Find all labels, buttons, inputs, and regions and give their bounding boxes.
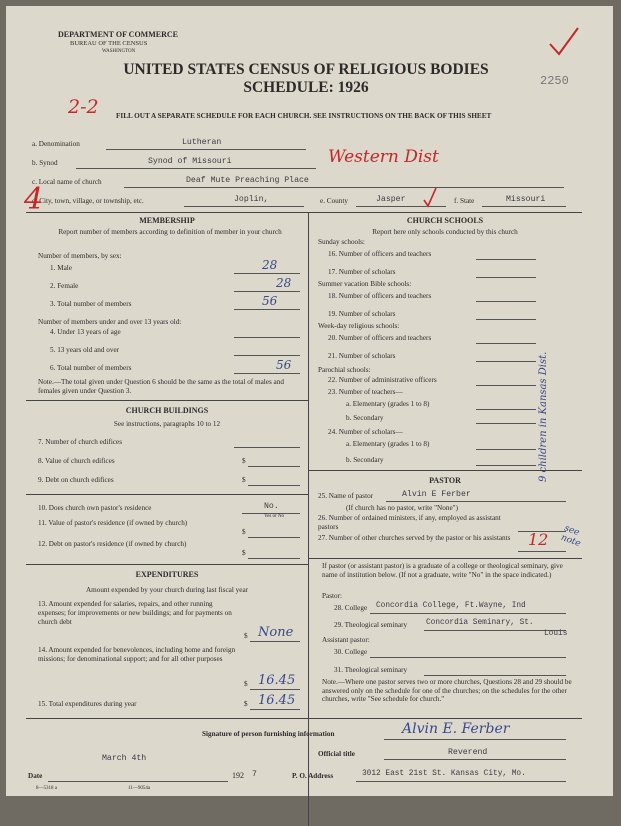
- q16-label: 16. Number of officers and teachers: [328, 250, 432, 258]
- q18-label: 18. Number of officers and teachers: [328, 292, 432, 300]
- instruction-line: FILL OUT A SEPARATE SCHEDULE FOR EACH CHURCH. SEE INSTRUCTIONS ON THE BACK OF THIS SHEET: [116, 112, 492, 120]
- q31-line: [424, 675, 566, 676]
- age-intro-label: Number of members under and over 13 years old:: [38, 318, 182, 326]
- q17-label: 17. Number of scholars: [328, 268, 396, 276]
- signature-label: Signature of person furnishing information: [202, 730, 335, 738]
- pastor-title: PASTOR: [429, 476, 461, 485]
- expenditures-title: EXPENDITURES: [135, 570, 199, 579]
- q13-value[interactable]: None: [258, 625, 294, 640]
- q9-dollar: $: [242, 476, 246, 484]
- q15-label: 15. Total expenditures during year: [38, 700, 137, 708]
- q23a-line: [476, 409, 536, 410]
- census-schedule-sheet: [6, 6, 613, 796]
- q26-label: 26. Number of ordained ministers, if any, employed as assistant pastors: [318, 514, 501, 531]
- weekday-label: Week-day religious schools:: [318, 322, 400, 330]
- q14-line: [250, 689, 300, 690]
- margin-mark: 4: [24, 182, 44, 217]
- q23b-label: b. Secondary: [346, 414, 384, 422]
- official-title-label: Official title: [318, 750, 355, 758]
- q25-line: [386, 501, 566, 502]
- q22-line: [476, 385, 536, 386]
- college-intro: If pastor (or assistant pastor) is a graduate of a college or theological seminary, give name of institution below. (If not a graduate, write "No" in the space indicated.): [322, 562, 563, 579]
- q3-line: [234, 309, 300, 310]
- denomination-value[interactable]: Lutheran: [182, 138, 222, 147]
- q28-value[interactable]: Concordia College, Ft.Wayne, Ind: [376, 602, 526, 610]
- denomination-line: [106, 149, 306, 150]
- address-line: [356, 781, 566, 782]
- q21-label: 21. Number of scholars: [328, 352, 396, 360]
- q19-line: [476, 319, 536, 320]
- q10-hint: Yes or No: [264, 514, 285, 519]
- q29-label: 29. Theological seminary: [334, 621, 408, 629]
- signature: Alvin E. Ferber: [402, 721, 510, 737]
- synod-line: [76, 168, 316, 169]
- schools-intro: Report here only schools conducted by this church: [372, 228, 518, 236]
- q1-line: [234, 273, 300, 274]
- q29-value[interactable]: Concordia Seminary, St.: [426, 619, 534, 627]
- membership-note: Note.—The total given under Question 6 should be the same as the total of males and females given under Question 3.: [38, 378, 284, 395]
- date-value[interactable]: March 4th: [102, 754, 147, 763]
- q28-label: 28. College: [334, 604, 368, 612]
- q23-label: 23. Number of teachers—: [328, 388, 403, 396]
- q15-value[interactable]: 16.45: [258, 693, 296, 708]
- pastor-note: Note.—Where one pastor serves two or more churches, Questions 28 and 29 should be answered only on the schedule for one of the churches; on the schedules for the other churches, write "See schedule for church.": [322, 678, 572, 703]
- q24b-label: b. Secondary: [346, 456, 384, 464]
- schools-title: CHURCH SCHOOLS: [406, 216, 484, 225]
- q5-line: [234, 355, 300, 356]
- date-line: [48, 781, 228, 782]
- q14-value[interactable]: 16.45: [258, 673, 296, 688]
- q29-value-continued[interactable]: Louis: [544, 630, 568, 638]
- buildings-divider: [26, 400, 308, 401]
- synod-district-note: Western Dist: [328, 147, 439, 167]
- schools-side-note: 9 children in Kansas Dist.: [538, 351, 549, 482]
- q14-dollar: $: [244, 680, 248, 688]
- sunday-label: Sunday schools:: [318, 238, 365, 246]
- year-prefix: 192: [232, 771, 244, 780]
- signature-line: [384, 739, 566, 740]
- q7-label: 7. Number of church edifices: [38, 438, 123, 446]
- parochial-label: Parochial schools:: [318, 366, 371, 374]
- state-value[interactable]: Missouri: [506, 195, 546, 204]
- q20-line: [476, 343, 536, 344]
- q5-label: 5. 13 years old and over: [50, 346, 120, 354]
- county-check-icon: [422, 186, 438, 208]
- q25-label: 25. Name of pastor: [318, 492, 374, 500]
- q4-label: 4. Under 13 years of age: [50, 328, 121, 336]
- county-label: e. County: [320, 197, 348, 205]
- q27-line: [518, 551, 566, 552]
- q31-label: 31. Theological seminary: [334, 666, 408, 674]
- q21-line: [476, 361, 536, 362]
- city-field-label: d. City, town, village, or township, etc.: [32, 197, 144, 205]
- q6-label: 6. Total number of members: [50, 364, 132, 372]
- q3-value[interactable]: 56: [262, 294, 278, 308]
- city-value[interactable]: Joplin,: [234, 195, 269, 204]
- q2-value[interactable]: 28: [276, 276, 292, 290]
- year-digit[interactable]: 7: [252, 770, 257, 779]
- q12-label: 12. Debt on pastor's residence (if owned by church): [38, 540, 187, 548]
- print-code: 11—9054a: [128, 786, 151, 791]
- q1-value[interactable]: 28: [262, 258, 278, 272]
- q24-label: 24. Number of scholars—: [328, 428, 403, 436]
- q6-line: [234, 373, 300, 374]
- q17-line: [476, 277, 536, 278]
- church-name-value[interactable]: Deaf Mute Preaching Place: [186, 176, 309, 185]
- stamp-number: 2250: [540, 74, 569, 88]
- q2-line: [234, 291, 300, 292]
- q16-line: [476, 259, 536, 260]
- church-name-label: c. Local name of church: [32, 178, 102, 186]
- frame-bottom: [26, 718, 582, 719]
- schedule-title: SCHEDULE: 1926: [243, 79, 369, 96]
- buildings-subtitle: See instructions, paragraphs 10 to 12: [113, 420, 221, 428]
- q10-value[interactable]: No.: [264, 502, 279, 511]
- college-divider: [308, 558, 582, 559]
- q14-label: 14. Amount expended for benevolences, including home and foreign missions; for denominational support; and for all other purposes: [38, 646, 236, 663]
- county-value[interactable]: Jasper: [376, 195, 406, 204]
- state-label: f. State: [454, 197, 475, 205]
- address-label: P. O. Address: [292, 772, 334, 780]
- q12-dollar: $: [242, 549, 246, 557]
- city-field-line: [184, 206, 304, 207]
- q23b-line: [476, 423, 536, 424]
- date-label: Date: [28, 772, 43, 780]
- q30-label: 30. College: [334, 648, 368, 656]
- q11-line: [248, 537, 300, 538]
- q20-label: 20. Number of officers and teachers: [328, 334, 432, 342]
- q2-label: 2. Female: [50, 282, 79, 290]
- q13-line: [250, 641, 300, 642]
- q30-line: [370, 657, 566, 658]
- summer-label: Summer vacation Bible schools:: [318, 280, 412, 288]
- q8-dollar: $: [242, 457, 246, 465]
- q15-line: [250, 709, 300, 710]
- by-sex-label: Number of members, by sex:: [38, 252, 122, 260]
- q1-label: 1. Male: [50, 264, 72, 272]
- q10-divider: [26, 494, 308, 495]
- official-title-value[interactable]: Reverend: [448, 748, 488, 757]
- address-value[interactable]: 3012 East 21st St. Kansas City, Mo.: [362, 770, 526, 778]
- q6-value[interactable]: 56: [276, 358, 292, 372]
- denomination-label: a. Denomination: [32, 140, 80, 148]
- q8-label: 8. Value of church edifices: [38, 457, 115, 465]
- q22-label: 22. Number of administrative officers: [328, 376, 437, 384]
- q9-label: 9. Debt on church edifices: [38, 476, 114, 484]
- state-line: [482, 206, 566, 207]
- q27-label: 27. Number of other churches served by the pastor or his assistants: [318, 534, 511, 542]
- form-code: 8—5318 a: [36, 786, 57, 791]
- q24a-line: [476, 449, 536, 450]
- q18-line: [476, 301, 536, 302]
- hand-code: 2-2: [68, 96, 99, 118]
- q8-line: [248, 466, 300, 467]
- q28-line: [370, 613, 566, 614]
- q25-value[interactable]: Alvin E Ferber: [402, 490, 471, 499]
- q23a-label: a. Elementary (grades 1 to 8): [346, 400, 430, 408]
- q10-label: 10. Does church own pastor's residence: [38, 504, 152, 512]
- q15-dollar: $: [244, 700, 248, 708]
- q3-label: 3. Total number of members: [50, 300, 132, 308]
- city-label: WASHINGTON: [102, 49, 136, 54]
- q11-label: 11. Value of pastor's residence (if owned by church): [38, 519, 188, 527]
- membership-title: MEMBERSHIP: [139, 216, 195, 225]
- q4-line: [234, 337, 300, 338]
- q24b-line: [476, 465, 536, 466]
- bureau-label: BUREAU OF THE CENSUS: [70, 40, 148, 47]
- pastor-divider: [308, 470, 582, 471]
- pastor-subheading: Pastor:: [322, 592, 342, 600]
- church-name-line: [124, 187, 564, 188]
- check-mark-icon: [546, 24, 582, 60]
- q12-line: [248, 558, 300, 559]
- q24a-label: a. Elementary (grades 1 to 8): [346, 440, 430, 448]
- q19-label: 19. Number of scholars: [328, 310, 396, 318]
- buildings-title: CHURCH BUILDINGS: [125, 406, 209, 415]
- assistant-subheading: Assistant pastor:: [322, 636, 370, 644]
- expenditures-divider: [26, 564, 308, 565]
- synod-value[interactable]: Synod of Missouri: [148, 157, 232, 166]
- membership-intro: Report number of members according to definition of member in your church: [58, 228, 282, 236]
- q25-hint: (If church has no pastor, write "None"): [346, 504, 458, 512]
- department-label: DEPARTMENT OF COMMERCE: [58, 30, 179, 39]
- synod-label: b. Synod: [32, 159, 58, 167]
- official-title-line: [384, 759, 566, 760]
- q27-note: see note: [559, 523, 582, 550]
- frame-top: [26, 212, 582, 213]
- expenditures-intro: Amount expended by your church during last fiscal year: [85, 586, 249, 594]
- q27-value[interactable]: 12: [528, 530, 549, 549]
- form-title: UNITED STATES CENSUS OF RELIGIOUS BODIES: [123, 61, 489, 78]
- q13-dollar: $: [244, 632, 248, 640]
- q9-line: [248, 485, 300, 486]
- q7-line: [234, 447, 300, 448]
- q13-label: 13. Amount expended for salaries, repairs, and other running expenses; for improvements or new buildings; and for payments on church debt: [38, 600, 232, 626]
- q11-dollar: $: [242, 528, 246, 536]
